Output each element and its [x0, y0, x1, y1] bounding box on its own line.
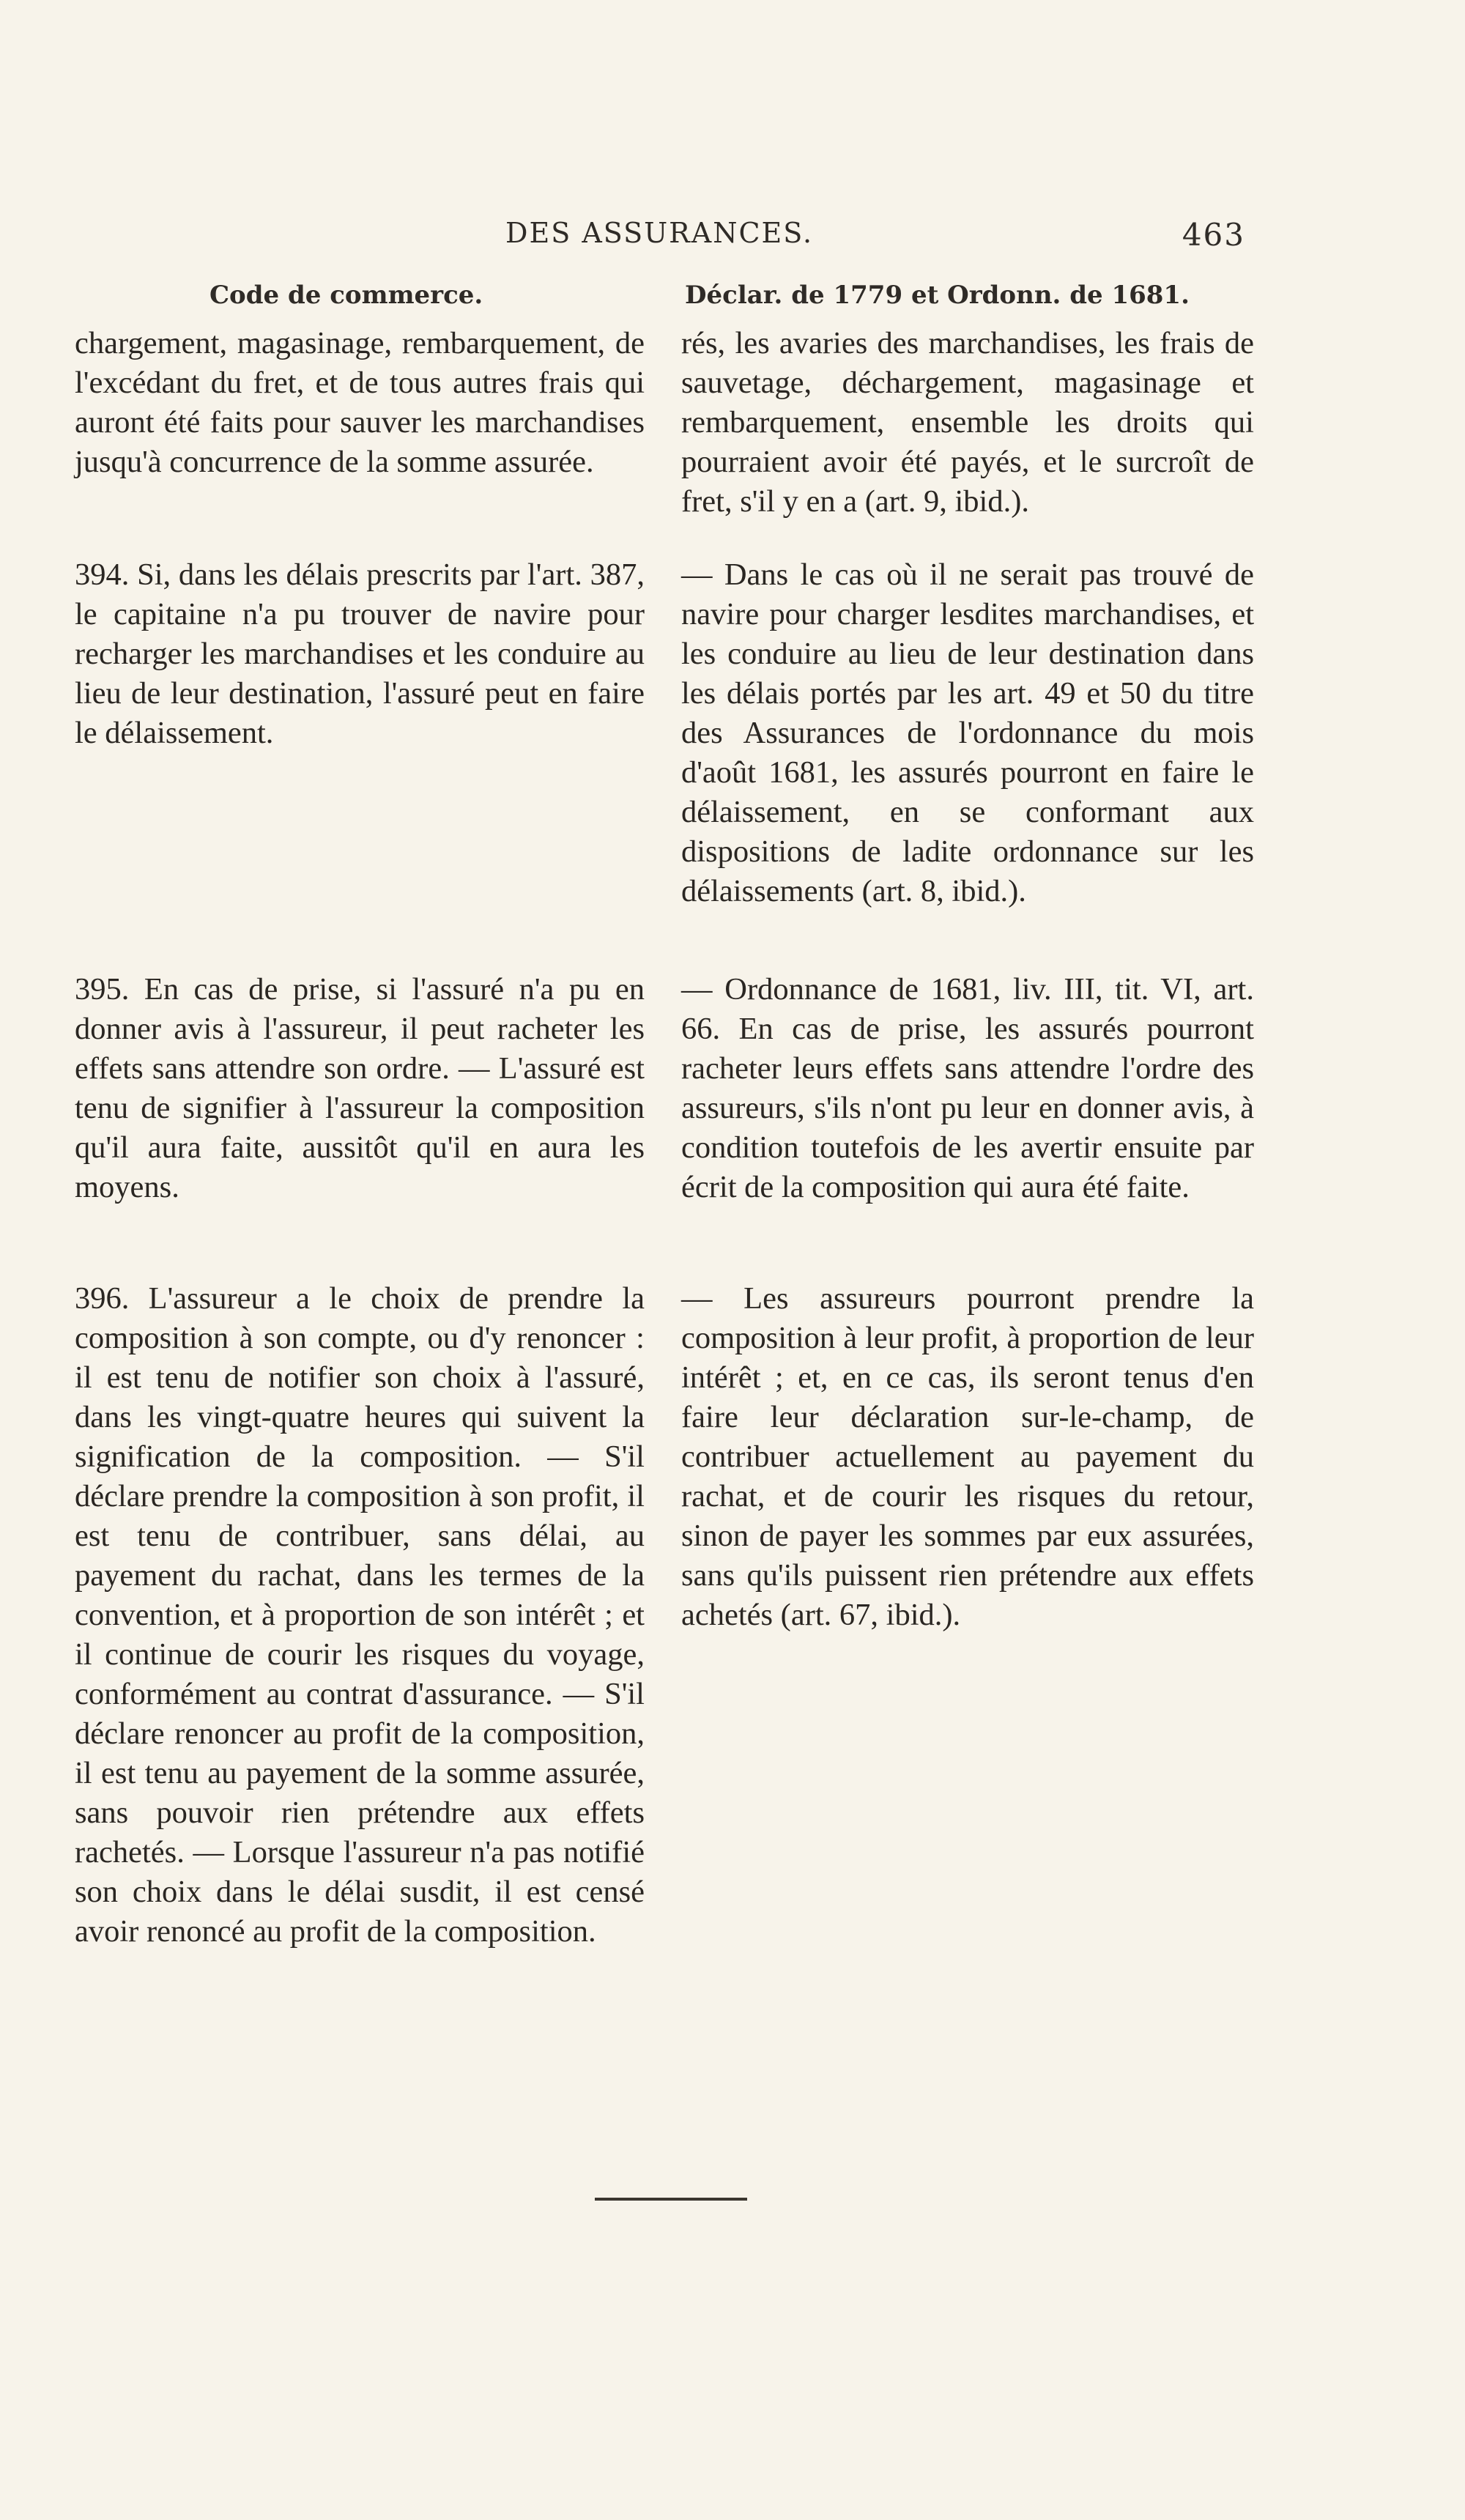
page-number: 463: [1182, 217, 1245, 253]
left-column-heading: Code de commerce.: [209, 281, 483, 310]
right-paragraph-delaissement: — Dans le cas où il ne serait pas trouvé de navire pour charger lesdites marchandises, et les conduire au lieu de leur destination dans les délais portés par les art. 49 et 50 du titre des Assurances de l'ordonnance du mois d'août 1681, les assurés pourront en faire le délaissement, en se conformant aux dispositions de ladite ordonnance sur les délaissements (art. 8, ibid.).: [681, 557, 1254, 908]
running-head-title: DES ASSURANCES.: [505, 217, 814, 249]
end-rule: [595, 2198, 747, 2201]
left-paragraph-continuation: chargement, magasinage, rembarquement, de l'excédant du fret, et de tous autres frais qui auront été faits pour sauver les marchandises jusqu'à concurrence de la somme assurée.: [75, 326, 645, 479]
article-395: 395. En cas de prise, si l'assuré n'a pu en donner avis à l'assureur, il peut racheter les effets sans attendre son ordre. — L'assuré est tenu de signifier à l'assureur la composition qu'il aura faite, aussitôt qu'il en aura les moyens.: [75, 972, 645, 1204]
right-paragraph-continuation: rés, les avaries des marchandises, les frais de sauvetage, déchargement, magasinage et rembarquement, ensemble les droits qui pourraient avoir été payés, et le surcroît de fret, s'il y en a (art. 9, ibid.).: [681, 326, 1254, 519]
right-paragraph-ordonnance-art-66: — Ordonnance de 1681, liv. III, tit. VI, art. 66. En cas de prise, les assurés pourront racheter leurs effets sans attendre l'ordre des assureurs, s'ils n'ont pu leur en donner avis, à condition toutefois de les avertir ensuite par écrit de la composition qui aura été faite.: [681, 972, 1254, 1204]
right-column-heading: Déclar. de 1779 et Ordonn. de 1681.: [685, 281, 1190, 310]
article-394: 394. Si, dans les délais prescrits par l'art. 387, le capitaine n'a pu trouver de navire pour recharger les marchandises et les conduire au lieu de leur destination, l'assuré peut en faire le délaissement.: [75, 557, 645, 750]
article-396: 396. L'assureur a le choix de prendre la composition à son compte, ou d'y renoncer : il est tenu de notifier son choix à l'assuré, dans les vingt-quatre heures qui suivent la signification de la composition. — S'il déclare prendre la composition à son profit, il est tenu de contribuer, sans délai, au payement du rachat, dans les termes de la convention, et à proportion de son intérêt ; et il continue de courir les risques du voyage, conformément au contrat d'assurance. — S'il déclare renoncer au profit de la composition, il est tenu au payement de la somme assurée, sans pouvoir rien prétendre aux effets rachetés. — Lorsque l'assureur n'a pas notifié son choix dans le délai susdit, il est censé avoir renoncé au profit de la composition.: [75, 1281, 645, 1949]
right-paragraph-art-67: — Les assureurs pourront prendre la composition à leur profit, à proportion de leur intérêt ; et, en ce cas, ils seront tenus d'en faire leur déclaration sur-le-champ, de contribuer actuellement au payement du rachat, et de courir les risques du retour, sinon de payer les sommes par eux assurées, sans qu'ils puissent rien prétendre aux effets achetés (art. 67, ibid.).: [681, 1281, 1254, 1632]
